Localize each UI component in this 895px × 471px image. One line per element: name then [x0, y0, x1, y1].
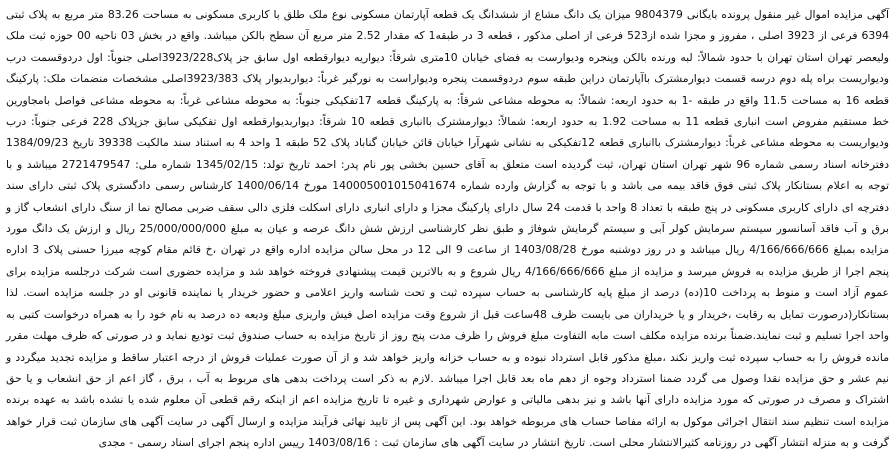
auction-notice-text: آگهی مزایده اموال غیر منقول پرونده بایگانی 9804379 میزان یک دانگ مشاع از ششدانگ یک قطعه آپارتمان مسکونی نوع ملک طلق با کاربری مسکونی به مساحت 83.26 متر مربع به پلاک ثبتی 6394 فرعی از 3923 اصلی ، مفروز و مجزا شده از523 فرعی از اصلی مذکور ، قطعه 3 در طبقه1 که مقدار 2.52 متر مربع آن سطح بالکن میباشد. واقع در بخش 03 ناحیه 00 حوزه ثبت ملک ولیعصر تهران استان تهران با حدود شمالاً: لبه ورنده بالکن وپنجره ودیوارست به فضای خیابان 10متری شرقاً: دیواریه دیوارقطعه اول سابق جز پلاک3923/228اصلی جنوباً: اول دردوقسمت درب ودیواریست براه پله دوم درسه قسمت دیوارمشترک باآپارتمان دراین طبقه سوم دردوقسمت پنجره ودیواراست به نورگیر غرباً: دیواربدیوار پلاک 3923/383اصلی مشخصات منضمات ملک: پارکینگ قطعه 16 به مساحت 11.5 واقع در طبقه -1 به حدود اربعه: شمالاً: به محوطه مشاعی شرقاً: به پارکینگ قطعه 17تفکیکی جنوباً: به محوطه مشاعی غرباً: به محوطه مشاعی فواصل بامجاورین خط مستقیم مفروض است انباری قطعه 11 به مساحت 1.92 به حدود اربعه: شمالاً: دیوارمشترک باانباری قطعه 10 شرقاً: دیواربدیوارقطعه اول تفکیکی سابق جزپلاک 228 فرعی جنوباً: درب ودیواریست به محوطه مشاعی غرباً: دیوارمشترک باانباری قطعه 12تفکیکی به نشانی شهرآرا خیابان قائن خیابان گناباد پلاک 52 طبقه 1 واحد 4 به استناد سند مالکیت 39338 تاریخ 1384/09/23 دفترخانه اسناد رسمی شماره 96 شهر تهران استان تهران، ثبت گردیده است متعلق به آقای حسین بخشی پور نام پدر: احمد تاریخ تولد: 1345/02/15 شماره ملی: 2721479547 میباشد و با توجه به اعلام بستانکار پلاک ثبتی فوق فاقد بیمه می باشد و با توجه به گزارش وارده شماره 140005001015041674 مورخ 1400/06/14 کارشناس رسمی دادگستری پلاک ثبتی دارای سند دفترچه ای دارای کاربری مسکونی در پنج طبقه با تعداد 8 واحد با قدمت 24 سال دارای پارکینگ مجزا و دارای انباری دارای اسکلت فلزی دالی سقف ضربی مصالح نما از سنگ دارای انشعاب گاز و برق و آب فاقد آسانسور سیستم سرمایش کولر آبی و سیستم گرمایش شوفاژ و طبق نظر کارشناسی ارزش شش دانگ عرصه و عیان به مبلغ 25/000/000/000 ریال و ارزش یک دانگ مورد مزایده بمبلغ 4/166/666/666 ریال میباشد و در روز دوشنبه مورخ 1403/08/28 از ساعت 9 الی 12 در محل سالن مزایده اداره واقع در تهران ،خ قائم مقام کوچه میرزا حسنی پلاک 3 اداره پنجم اجرا از طریق مزایده به فروش میرسد و مزایده از مبلغ 4/166/666/666 ریال شروع و به بالاترین قیمت پیشنهادی فروخته خواهد شد و مزایده حضوری است شرکت درجلسه مزایده برای عموم آزاد است و منوط به پرداخت 10(ده) درصد از مبلغ پایه کارشناسی به حساب سپرده ثبت و تحت شناسه واریز اعلامی و حضور خریدار یا نماینده قانونی او در جلسه مزایده است. لذا بستانکار(درصورت تمایل به رقابت ،خریدار و یا خریداران می بایست ظرف 48ساعت قبل از شروع وقت مزایده اصل فیش واریزی مبلغ ودیعه ده درصد به نام خود را به همراه درخواست کتبی به واحد اجرا تسلیم و ثبت نمایند.ضمناً برنده مزایده مکلف است مابه التفاوت مبلغ فروش را ظرف مدت پنج روز از تاریخ مزایده به حساب صندوق ثبت تودیع نماید و در صورتی که ظرف مهلت مقرر مانده فروش را به حساب سپرده ثبت واریز نکند ،مبلغ مذکور قابل استرداد نبوده و به حساب خزانه واریز خواهد شد و از آن صورت عملیات فروش از درجه اعتبار ساقط و مزایده تجدید میگردد و نیم عشر و حق مزایده نقدا وصول می گردد ضمنا استرداد وجوه از دهم ماه بعد قابل اجرا میباشد .لازم به ذکر است پرداخت بدهی های مربوط به آب ، برق ، گاز اعم از حق انشعاب و یا حق اشتراک و مصرف در صورتی که مورد مزایده دارای آنها باشد و نیز بدهی مالیاتی و عوارض شهرداری و غیره تا تاریخ مزایده اعم از اینکه رقم قطعی آن معلوم شده یا نشده باشد به عهده برنده مزایده است تنظیم سند انتقال اجرائی موکول به ارائه مفاصا حساب های مربوطه خواهد بود. این آگهی پس از تایید نهائی فرآیند مزایده و ارسال آگهی در سایت آگهی های سازمان ثبت قرار خواهد گرفت و به منزله انتشار آگهی در روزنامه کثیرالانتشار محلی است. تاریخ انتشار در سایت آگهی های سازمان ثبت : 1403/08/16 رییس اداره پنجم اجرای اسناد رسمی - مجدی: [6, 8, 890, 450]
